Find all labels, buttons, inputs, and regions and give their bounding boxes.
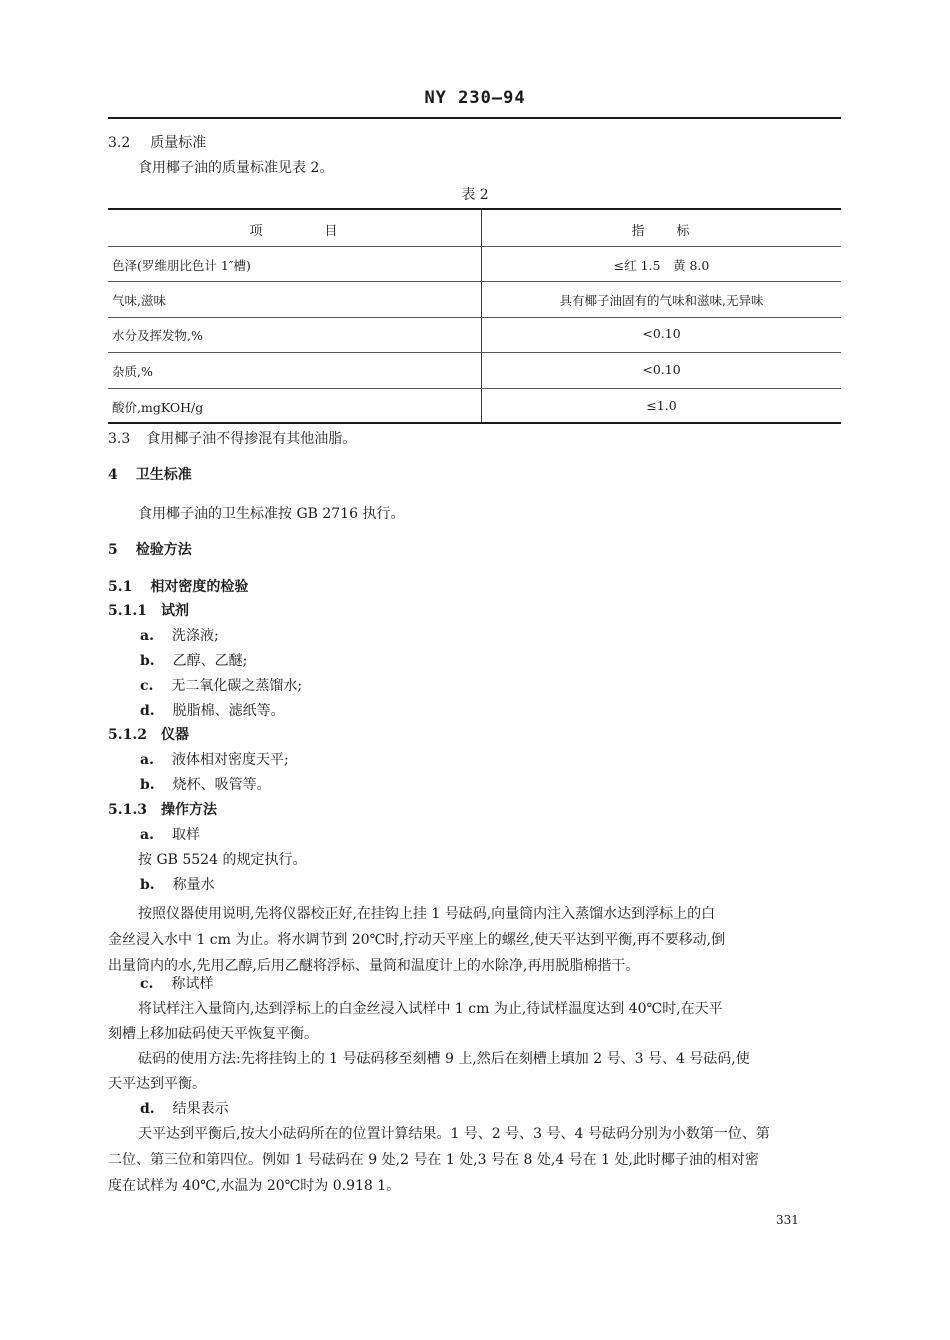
paragraph-line: 将试样注入量筒内,达到浮标上的白金丝浸入试样中 1 cm 为止,待试样温度达到 40℃时,在天平 (138, 1001, 723, 1017)
list-item (140, 776, 271, 794)
section-3-2-heading (108, 134, 206, 152)
list-marker: a. (140, 628, 154, 644)
list-text: 洗涤液; (171, 628, 219, 644)
table-row-rule (108, 317, 841, 318)
section-title: 操作方法 (160, 802, 217, 818)
table-header-item: 项 目 (249, 224, 340, 239)
list-item (140, 677, 302, 695)
list-marker: b. (140, 653, 155, 669)
table-top-rule (108, 208, 841, 210)
table-row-rule (108, 281, 841, 282)
table-cell-item: 水分及挥发物,% (112, 328, 203, 343)
section-5-1-1-heading (108, 602, 189, 620)
table-column-divider (481, 208, 482, 424)
list-marker: b. (140, 877, 155, 893)
list-text: 烧杯、吸管等。 (172, 777, 271, 793)
table-header-indicator: 指 标 (631, 224, 692, 239)
table-bottom-rule (108, 422, 841, 424)
table-caption: 表 2 (461, 187, 489, 203)
section-5-1-heading (108, 578, 248, 596)
section-3-2-text: 食用椰子油的质量标准见表 2。 (138, 160, 334, 176)
section-title: 试剂 (160, 603, 189, 619)
list-marker: c. (140, 678, 154, 694)
table-cell-item: 酸价,mgKOH/g (112, 400, 204, 415)
section-number: 4 (108, 467, 118, 483)
table-cell-value: ≤1.0 (646, 398, 677, 413)
list-item (140, 751, 289, 769)
section-text: 食用椰子油不得掺混有其他油脂。 (146, 431, 357, 447)
section-5-1-3-heading (108, 801, 217, 819)
list-marker: a. (140, 752, 154, 768)
list-text: 脱脂棉、滤纸等。 (172, 703, 285, 719)
section-number: 5.1 (108, 579, 133, 595)
subsection-b-heading (140, 876, 215, 894)
table-cell-item: 色泽(罗维朋比色计 1″槽) (112, 258, 251, 273)
paragraph-line: 二位、第三位和第四位。例如 1 号砝码在 9 处,2 号在 1 处,3 号在 8 处,4 号在 1 处,此时椰子油的相对密 (108, 1152, 759, 1168)
list-marker: b. (140, 777, 155, 793)
section-number: 5.1.2 (108, 727, 147, 743)
list-text: 乙醇、乙醚; (172, 653, 248, 669)
list-marker: c. (140, 976, 154, 992)
subsection-title: 取样 (171, 827, 200, 843)
list-item (140, 627, 219, 645)
subsection-d-heading (140, 1100, 229, 1118)
subsection-title: 称试样 (171, 976, 214, 992)
section-number: 5.1.3 (108, 802, 147, 818)
section-number: 5.1.1 (108, 603, 147, 619)
section-number: 3.3 (108, 431, 131, 447)
section-4-heading (108, 466, 192, 484)
table-cell-value: 具有椰子油固有的气味和滋味,无异味 (559, 293, 764, 308)
section-3-3 (108, 430, 356, 448)
paragraph-line: 砝码的使用方法:先将挂钩上的 1 号砝码移至刻槽 9 上,然后在刻槽上填加 2 号、3 号、4 号砝码,使 (138, 1051, 750, 1067)
section-title: 检验方法 (135, 542, 192, 558)
section-title: 相对密度的检验 (150, 579, 249, 595)
table-cell-value: <0.10 (642, 362, 681, 377)
section-5-1-2-heading (108, 726, 189, 744)
list-marker: d. (140, 703, 155, 719)
list-text: 无二氧化碳之蒸馏水; (171, 678, 303, 694)
paragraph-line: 度在试样为 40℃,水温为 20℃时为 0.918 1。 (108, 1178, 401, 1194)
list-item (140, 652, 247, 670)
section-4-text: 食用椰子油的卫生标准按 GB 2716 执行。 (138, 506, 405, 522)
table-row-rule (108, 246, 841, 247)
paragraph-line: 天平达到平衡后,按大小砝码所在的位置计算结果。1 号、2 号、3 号、4 号砝码分别为小数第一位、第 (138, 1126, 770, 1142)
section-title: 质量标准 (150, 135, 207, 151)
table-row-rule (108, 388, 841, 389)
paragraph-line: 天平达到平衡。 (108, 1076, 206, 1092)
section-number: 5 (108, 542, 118, 558)
page-number: 331 (776, 1213, 799, 1227)
quality-standard-table (108, 208, 841, 424)
table-cell-item: 杂质,% (112, 364, 153, 379)
subsection-title: 称量水 (172, 877, 215, 893)
table-cell-value: <0.10 (642, 326, 681, 341)
list-item (140, 702, 285, 720)
subsection-title: 结果表示 (172, 1101, 229, 1117)
subsection-a-text: 按 GB 5524 的规定执行。 (138, 852, 307, 868)
paragraph-line: 出量筒内的水,先用乙醇,后用乙醚将浮标、量筒和温度计上的水除净,再用脱脂棉揩干。 (108, 958, 640, 974)
list-text: 液体相对密度天平; (171, 752, 289, 768)
paragraph-line: 刻槽上移加砝码使天平恢复平衡。 (108, 1026, 318, 1042)
section-title: 卫生标准 (135, 467, 192, 483)
subsection-a-heading (140, 826, 200, 844)
standard-code-header: NY 230—94 (424, 88, 526, 108)
section-title: 仪器 (160, 727, 189, 743)
section-5-heading (108, 541, 192, 559)
table-row-rule (108, 352, 841, 353)
subsection-c-heading (140, 975, 213, 993)
table-cell-item: 气味,滋味 (112, 293, 166, 308)
list-marker: a. (140, 827, 154, 843)
header-rule (108, 117, 841, 119)
list-marker: d. (140, 1101, 155, 1117)
section-number: 3.2 (108, 135, 131, 151)
paragraph-line: 金丝浸入水中 1 cm 为止。将水调节到 20℃时,拧动天平座上的螺丝,使天平达到平衡,再不要移动,倒 (108, 932, 726, 948)
table-cell-value: ≤红 1.5 黄 8.0 (613, 258, 710, 273)
paragraph-line: 按照仪器使用说明,先将仪器校正好,在挂钩上挂 1 号砝码,向量筒内注入蒸馏水达到浮标上的白 (138, 906, 716, 922)
